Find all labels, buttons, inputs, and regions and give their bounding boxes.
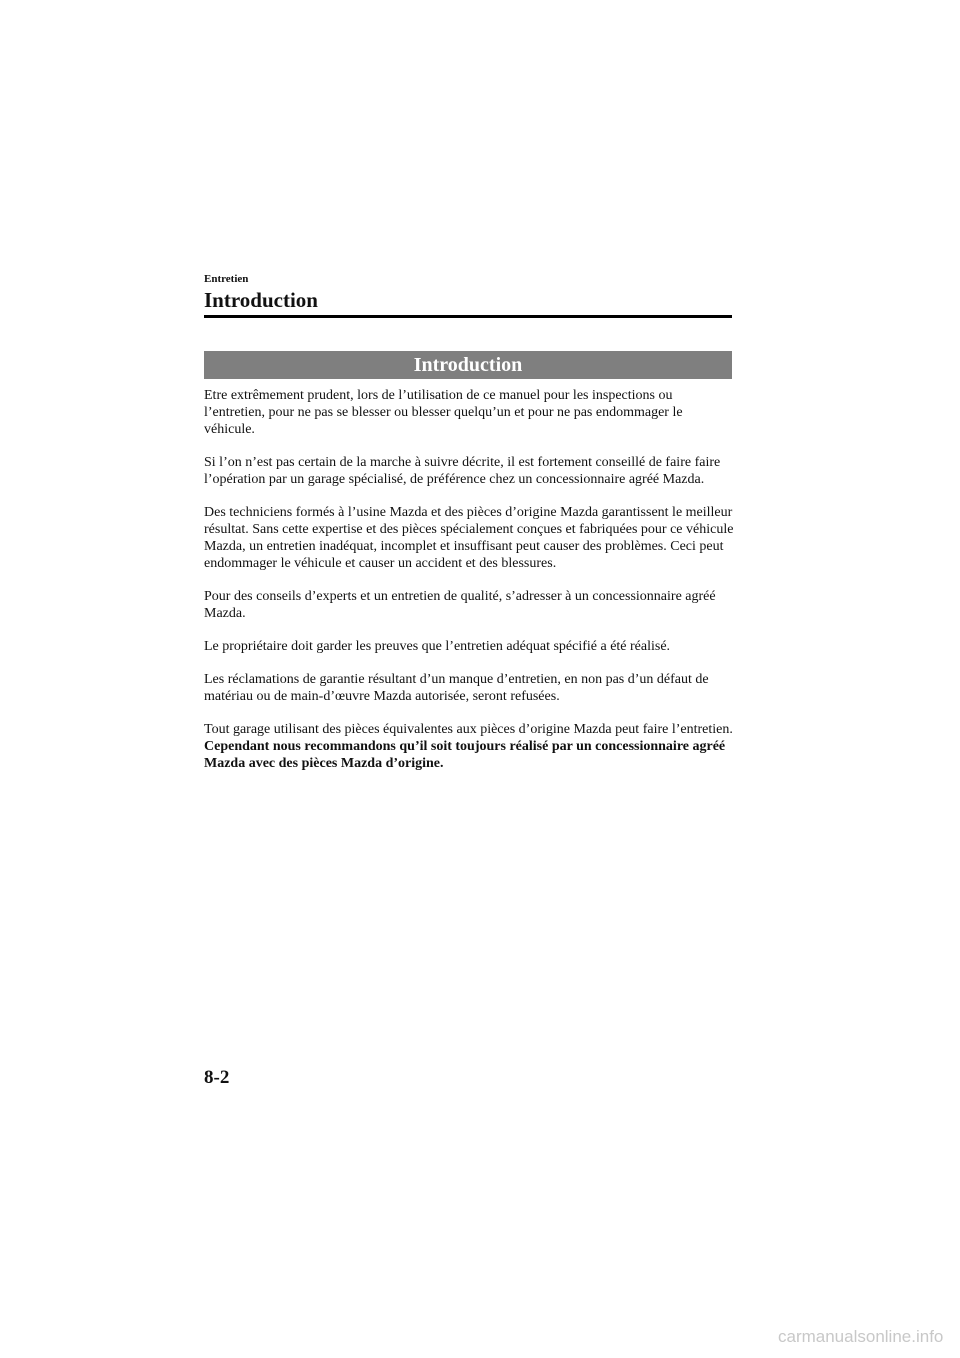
- paragraph-7-bold: Cependant nous recommandons qu’il soit toujours réalisé par un concessionnaire agréé Mazda avec des pièces Mazda d’origine.: [204, 739, 726, 771]
- paragraph-2: Si l’on n’est pas certain de la marche à suivre décrite, il est fortement conseillé de faire faire l’opération par un garage spécialisé, de préférence chez un concessionnaire agréé Mazda.: [204, 455, 721, 487]
- section-label: Entretien: [204, 273, 249, 285]
- page-number: 8-2: [204, 1067, 230, 1088]
- paragraph-1: Etre extrêmement prudent, lors de l’utilisation de ce manuel pour les inspections ou l’entretien, pour ne pas se blesser ou blesser quelqu’un et pour ne pas endommager le véhicule.: [204, 388, 683, 437]
- section-banner: Introduction: [204, 351, 732, 379]
- paragraph-3: Des techniciens formés à l’usine Mazda et des pièces d’origine Mazda garantissent le meilleur résultat. Sans cette expertise et des pièces spécialement conçues et fabriquées pour ce véhicule Mazda, un entretien inadéquat, incomplet et insuffisant peut causer des problèmes. Ceci peut endommager le véhicule et causer un accident et des blessures.: [204, 505, 734, 571]
- watermark-text: carmanualsonline.info: [778, 1327, 944, 1346]
- paragraph-6: Les réclamations de garantie résultant d’un manque d’entretien, en non pas d’un défaut de matériau ou de main-d’œuvre Mazda autorisée, seront refusées.: [204, 672, 709, 704]
- page-title: Introduction: [204, 288, 318, 312]
- body-text: [204, 387, 736, 788]
- paragraph-7-normal: Tout garage utilisant des pièces équivalentes aux pièces d’origine Mazda peut faire l’entretien.: [204, 722, 733, 737]
- paragraph-7: [204, 721, 736, 772]
- paragraph-4: Pour des conseils d’experts et un entretien de qualité, s’adresser à un concessionnaire agréé Mazda.: [204, 589, 716, 621]
- paragraph-5: Le propriétaire doit garder les preuves que l’entretien adéquat spécifié a été réalisé.: [204, 639, 671, 654]
- heading-divider: [204, 315, 732, 318]
